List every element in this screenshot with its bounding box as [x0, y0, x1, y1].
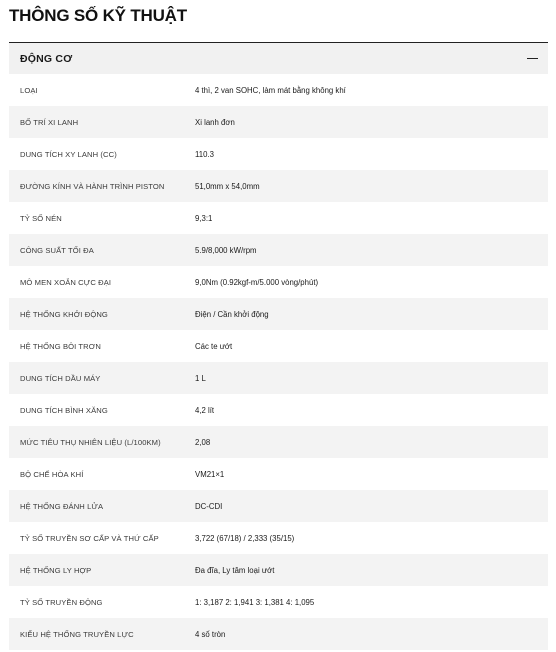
section-label: ĐỘNG CƠ: [20, 52, 73, 65]
spec-label: TỶ SỐ NÉN: [20, 213, 62, 223]
spec-row: [9, 586, 548, 618]
spec-row: [9, 522, 548, 554]
spec-value: Điện / Cần khởi động: [195, 309, 269, 319]
spec-list: [9, 74, 548, 650]
spec-value: Xi lanh đơn: [195, 117, 235, 127]
spec-label: DUNG TÍCH XY LANH (CC): [20, 149, 117, 159]
spec-label: HỆ THỐNG BÔI TRƠN: [20, 341, 101, 351]
spec-row: [9, 618, 548, 650]
spec-label: DUNG TÍCH DẦU MÁY: [20, 373, 101, 383]
spec-value: VM21×1: [195, 469, 225, 479]
spec-label: CÔNG SUẤT TỐI ĐA: [20, 245, 94, 255]
spec-value: 51,0mm x 54,0mm: [195, 181, 260, 191]
spec-label: TỶ SỐ TRUYỀN ĐỘNG: [20, 597, 103, 607]
page-title: THÔNG SỐ KỸ THUẬT: [9, 6, 187, 25]
spec-value: 2,08: [195, 437, 211, 447]
spec-value: 4 thì, 2 van SOHC, làm mát bằng không khí: [195, 85, 346, 95]
spec-row: [9, 234, 548, 266]
spec-value: 3,722 (67/18) / 2,333 (35/15): [195, 533, 295, 543]
spec-row: [9, 330, 548, 362]
spec-row: [9, 490, 548, 522]
collapse-minus-icon[interactable]: [526, 53, 538, 65]
spec-value: 1 L: [195, 373, 206, 383]
spec-label: HỆ THỐNG LY HỢP: [20, 565, 92, 575]
spec-row: [9, 394, 548, 426]
spec-label: HỆ THỐNG KHỞI ĐỘNG: [20, 309, 108, 319]
spec-value: 4 số tròn: [195, 629, 226, 639]
spec-value: 1: 3,187 2: 1,941 3: 1,381 4: 1,095: [195, 597, 315, 607]
spec-label: DUNG TÍCH BÌNH XĂNG: [20, 405, 108, 415]
spec-value: Các te ướt: [195, 341, 233, 351]
spec-row: [9, 106, 548, 138]
spec-row: [9, 426, 548, 458]
spec-value: Đa đĩa, Ly tâm loại ướt: [195, 565, 275, 575]
spec-label: LOẠI: [20, 85, 38, 95]
spec-row: [9, 266, 548, 298]
spec-row: [9, 458, 548, 490]
spec-row: [9, 138, 548, 170]
spec-label: BỐ TRÍ XI LANH: [20, 117, 79, 127]
spec-value: 110.3: [195, 149, 214, 159]
spec-row: [9, 202, 548, 234]
spec-value: 9,3:1: [195, 213, 213, 223]
engine-section-header[interactable]: [9, 42, 548, 74]
spec-label: HỆ THỐNG ĐÁNH LỬA: [20, 501, 104, 511]
spec-value: 5.9/8,000 kW/rpm: [195, 245, 257, 255]
spec-value: DC-CDI: [195, 501, 223, 511]
spec-row: [9, 362, 548, 394]
spec-label: MỨC TIÊU THỤ NHIÊN LIỆU (L/100KM): [20, 437, 161, 447]
spec-row: [9, 298, 548, 330]
spec-label: KIỂU HỆ THỐNG TRUYỀN LỰC: [20, 629, 134, 639]
spec-value: 9,0Nm (0.92kgf-m/5.000 vòng/phút): [195, 277, 319, 287]
spec-row: [9, 74, 548, 106]
spec-row: [9, 170, 548, 202]
spec-row: [9, 554, 548, 586]
engine-spec-panel: [9, 42, 548, 650]
spec-value: 4,2 lít: [195, 405, 215, 415]
spec-label: ĐƯỜNG KÍNH VÀ HÀNH TRÌNH PISTON: [20, 181, 165, 191]
spec-label: TỶ SỐ TRUYỀN SƠ CẤP VÀ THỨ CẤP: [20, 533, 159, 543]
spec-label: BỘ CHẾ HÒA KHÍ: [20, 469, 84, 479]
spec-label: MÔ MEN XOẮN CỰC ĐẠI: [20, 277, 112, 287]
